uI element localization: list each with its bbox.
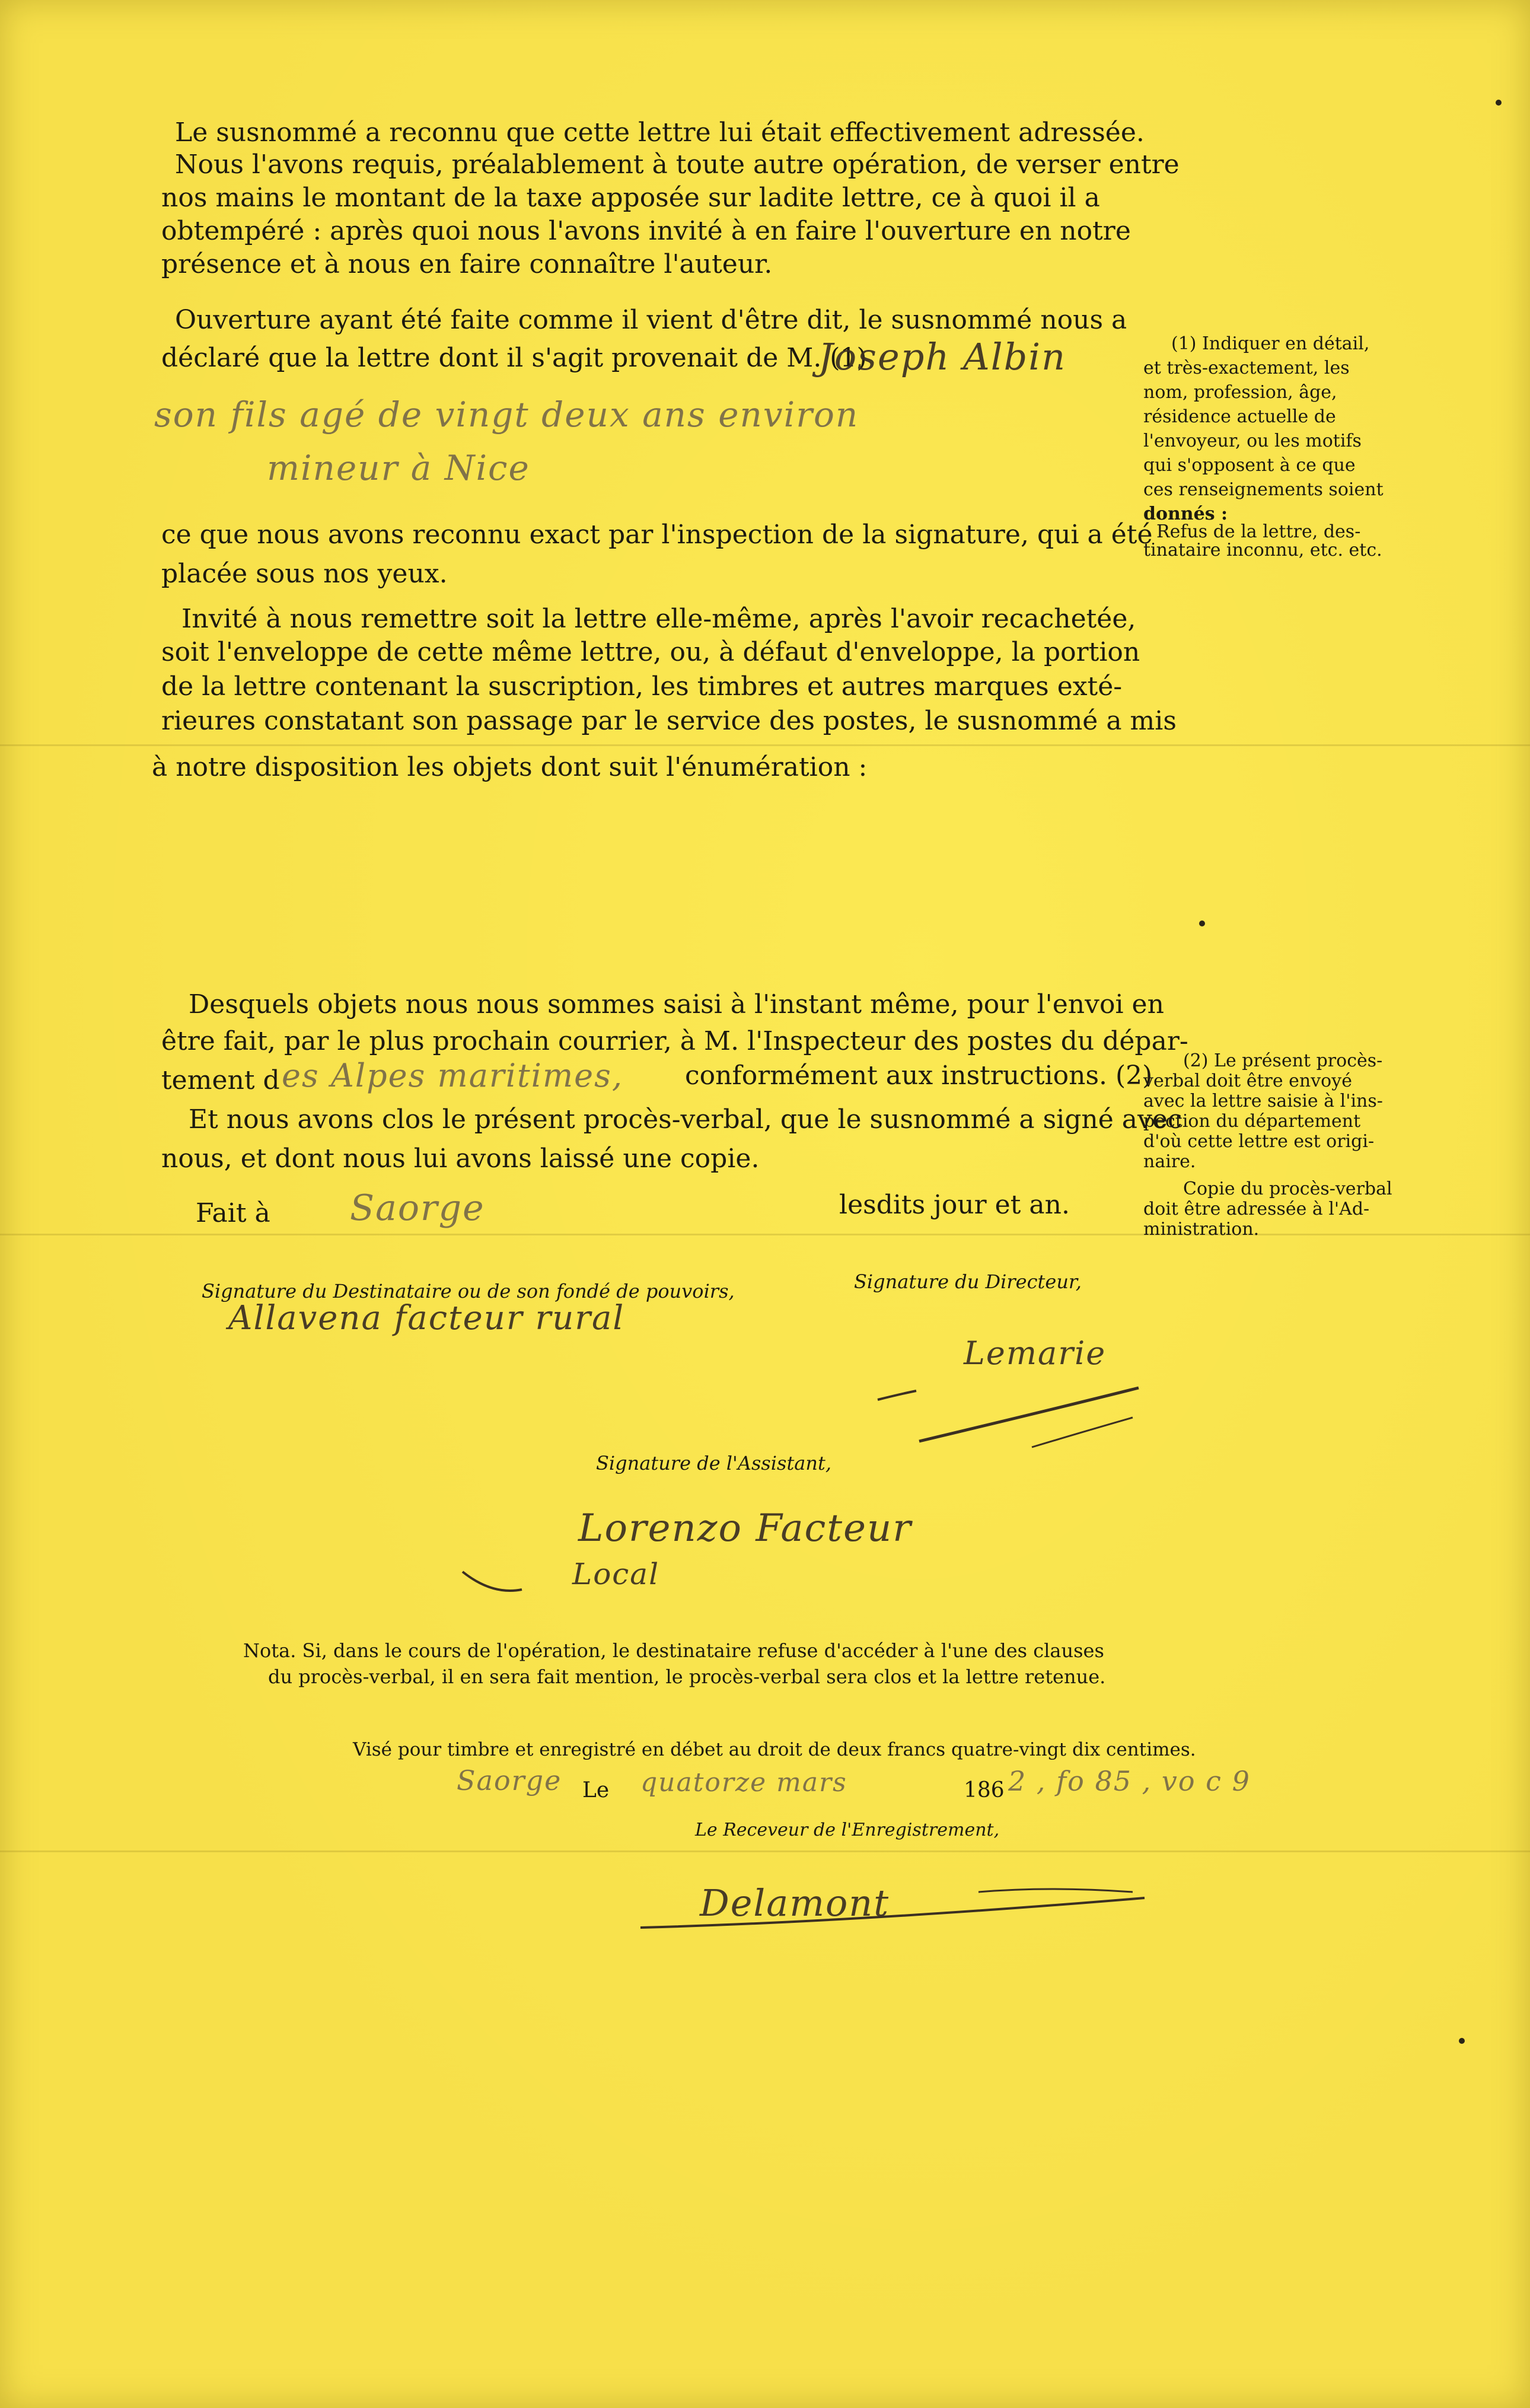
paper-fold	[0, 744, 1530, 746]
note-line: l'envoyeur, ou les motifs	[1143, 431, 1362, 451]
body-line: Desquels objets nous nous sommes saisi à l'instant même, pour l'envoi en	[189, 989, 1164, 1020]
body-line: Nous l'avons requis, préalablement à toute autre opération, de verser entre	[175, 149, 1180, 180]
recipient-signature-label: Signature du Destinataire ou de son fondé de pouvoirs,	[202, 1280, 735, 1302]
body-line: conformément aux instructions. (2)	[685, 1060, 1153, 1091]
body-line: ce que nous avons reconnu exact par l'inspection de la signature, qui a été	[161, 520, 1153, 550]
handwritten-sender-details: son fils agé de vingt deux ans environ	[154, 394, 859, 435]
body-line: nos mains le montant de la taxe apposée sur ladite lettre, ce à quoi il a	[161, 183, 1100, 213]
ink-speck	[1459, 2038, 1465, 2044]
note-line: naire.	[1143, 1151, 1196, 1172]
director-signature: Lemarie	[964, 1334, 1107, 1372]
note-line: pection du département	[1143, 1111, 1361, 1132]
registration-le: Le	[582, 1778, 610, 1802]
registration-text: Visé pour timbre et enregistré en débet au droit de deux francs quatre-vingt dix centimes.	[353, 1739, 1196, 1760]
note-line: tinataire inconnu, etc. etc.	[1143, 540, 1382, 560]
recipient-signature: Allavena facteur rural	[228, 1299, 625, 1337]
body-line: Le susnommé a reconnu que cette lettre lui était effectivement adressée.	[175, 117, 1145, 148]
note-line: doit être adressée à l'Ad-	[1143, 1199, 1370, 1219]
receiver-label: Le Receveur de l'Enregistrement,	[695, 1820, 1000, 1840]
body-line: tement d	[161, 1065, 280, 1095]
body-line: Et nous avons clos le présent procès-verbal, que le susnommé a signé avec	[189, 1104, 1182, 1135]
receiver-signature: Delamont	[700, 1881, 890, 1925]
note-line: avec la lettre saisie à l'ins-	[1143, 1091, 1383, 1111]
paper-fold	[0, 1850, 1530, 1852]
note-line: Refus de la lettre, des-	[1156, 521, 1361, 542]
handwritten-department: es Alpes maritimes,	[282, 1057, 623, 1094]
registration-year-prefix: 186	[964, 1778, 1005, 1802]
body-line: rieures constatant son passage par le service des postes, le susnommé a mis	[161, 706, 1177, 736]
body-line: être fait, par le plus prochain courrier, à M. l'Inspecteur des postes du dépar-	[161, 1026, 1188, 1056]
handwritten-place: Saorge	[350, 1187, 485, 1229]
assistant-signature-line2: Local	[572, 1557, 660, 1591]
body-line: Ouverture ayant été faite comme il vient d'être dit, le susnommé nous a	[175, 305, 1127, 335]
ink-speck	[1199, 920, 1205, 926]
body-line: Invité à nous remettre soit la lettre elle-même, après l'avoir recachetée,	[181, 604, 1136, 634]
assistant-signature: Lorenzo Facteur	[578, 1506, 912, 1550]
handwritten-sender-name: Joseph Albin	[818, 335, 1067, 378]
assistant-signature-label: Signature de l'Assistant,	[596, 1452, 832, 1474]
body-line: soit l'enveloppe de cette même lettre, ou, à défaut d'enveloppe, la portion	[161, 637, 1140, 667]
note-line: nom, profession, âge,	[1143, 382, 1337, 403]
made-at-label: Fait à	[196, 1198, 270, 1228]
nota-line-2: du procès-verbal, il en sera fait mention, le procès-verbal sera clos et la lettre retenue.	[268, 1665, 1106, 1688]
body-line: de la lettre contenant la suscription, les timbres et autres marques exté-	[161, 671, 1123, 702]
paper-fold	[0, 1234, 1530, 1235]
body-line: déclaré que la lettre dont il s'agit provenait de M. (1)	[161, 343, 867, 373]
handwritten-sender-residence: mineur à Nice	[267, 448, 530, 488]
nota-line-1: Nota. Si, dans le cours de l'opération, le destinataire refuse d'accéder à l'une des clauses	[243, 1639, 1104, 1662]
note-line: ministration.	[1143, 1219, 1260, 1240]
note-line: Copie du procès-verbal	[1183, 1178, 1392, 1199]
note-line: verbal doit être envoyé	[1143, 1071, 1352, 1091]
registration-folio: 2 , fo 85 , vo c 9	[1008, 1765, 1251, 1797]
note-line: et très-exactement, les	[1143, 358, 1350, 378]
body-line: nous, et dont nous lui avons laissé une copie.	[161, 1144, 760, 1174]
body-line: placée sous nos yeux.	[161, 559, 448, 589]
note-line: ces renseignements soient	[1143, 479, 1384, 500]
body-line: obtempéré : après quoi nous l'avons invité à en faire l'ouverture en notre	[161, 216, 1131, 246]
registration-place: Saorge	[457, 1764, 562, 1797]
receiver-flourish	[623, 1874, 1156, 1945]
registration-date: quatorze mars	[640, 1767, 847, 1798]
note-line: résidence actuelle de	[1143, 406, 1336, 427]
ink-speck	[1496, 100, 1502, 106]
note-line: (2) Le présent procès-	[1183, 1050, 1383, 1071]
assistant-flourish	[457, 1566, 528, 1601]
body-line: présence et à nous en faire connaître l'auteur.	[161, 249, 773, 279]
note-line: qui s'opposent à ce que	[1143, 455, 1356, 476]
note-line: d'où cette lettre est origi-	[1143, 1131, 1375, 1152]
body-line: à notre disposition les objets dont suit l'énumération :	[152, 752, 868, 782]
note-line: donnés :	[1143, 504, 1228, 524]
director-signature-label: Signature du Directeur,	[854, 1270, 1082, 1293]
director-flourish	[866, 1364, 1150, 1471]
date-formula: lesdits jour et an.	[839, 1190, 1070, 1220]
note-line: (1) Indiquer en détail,	[1171, 333, 1370, 354]
